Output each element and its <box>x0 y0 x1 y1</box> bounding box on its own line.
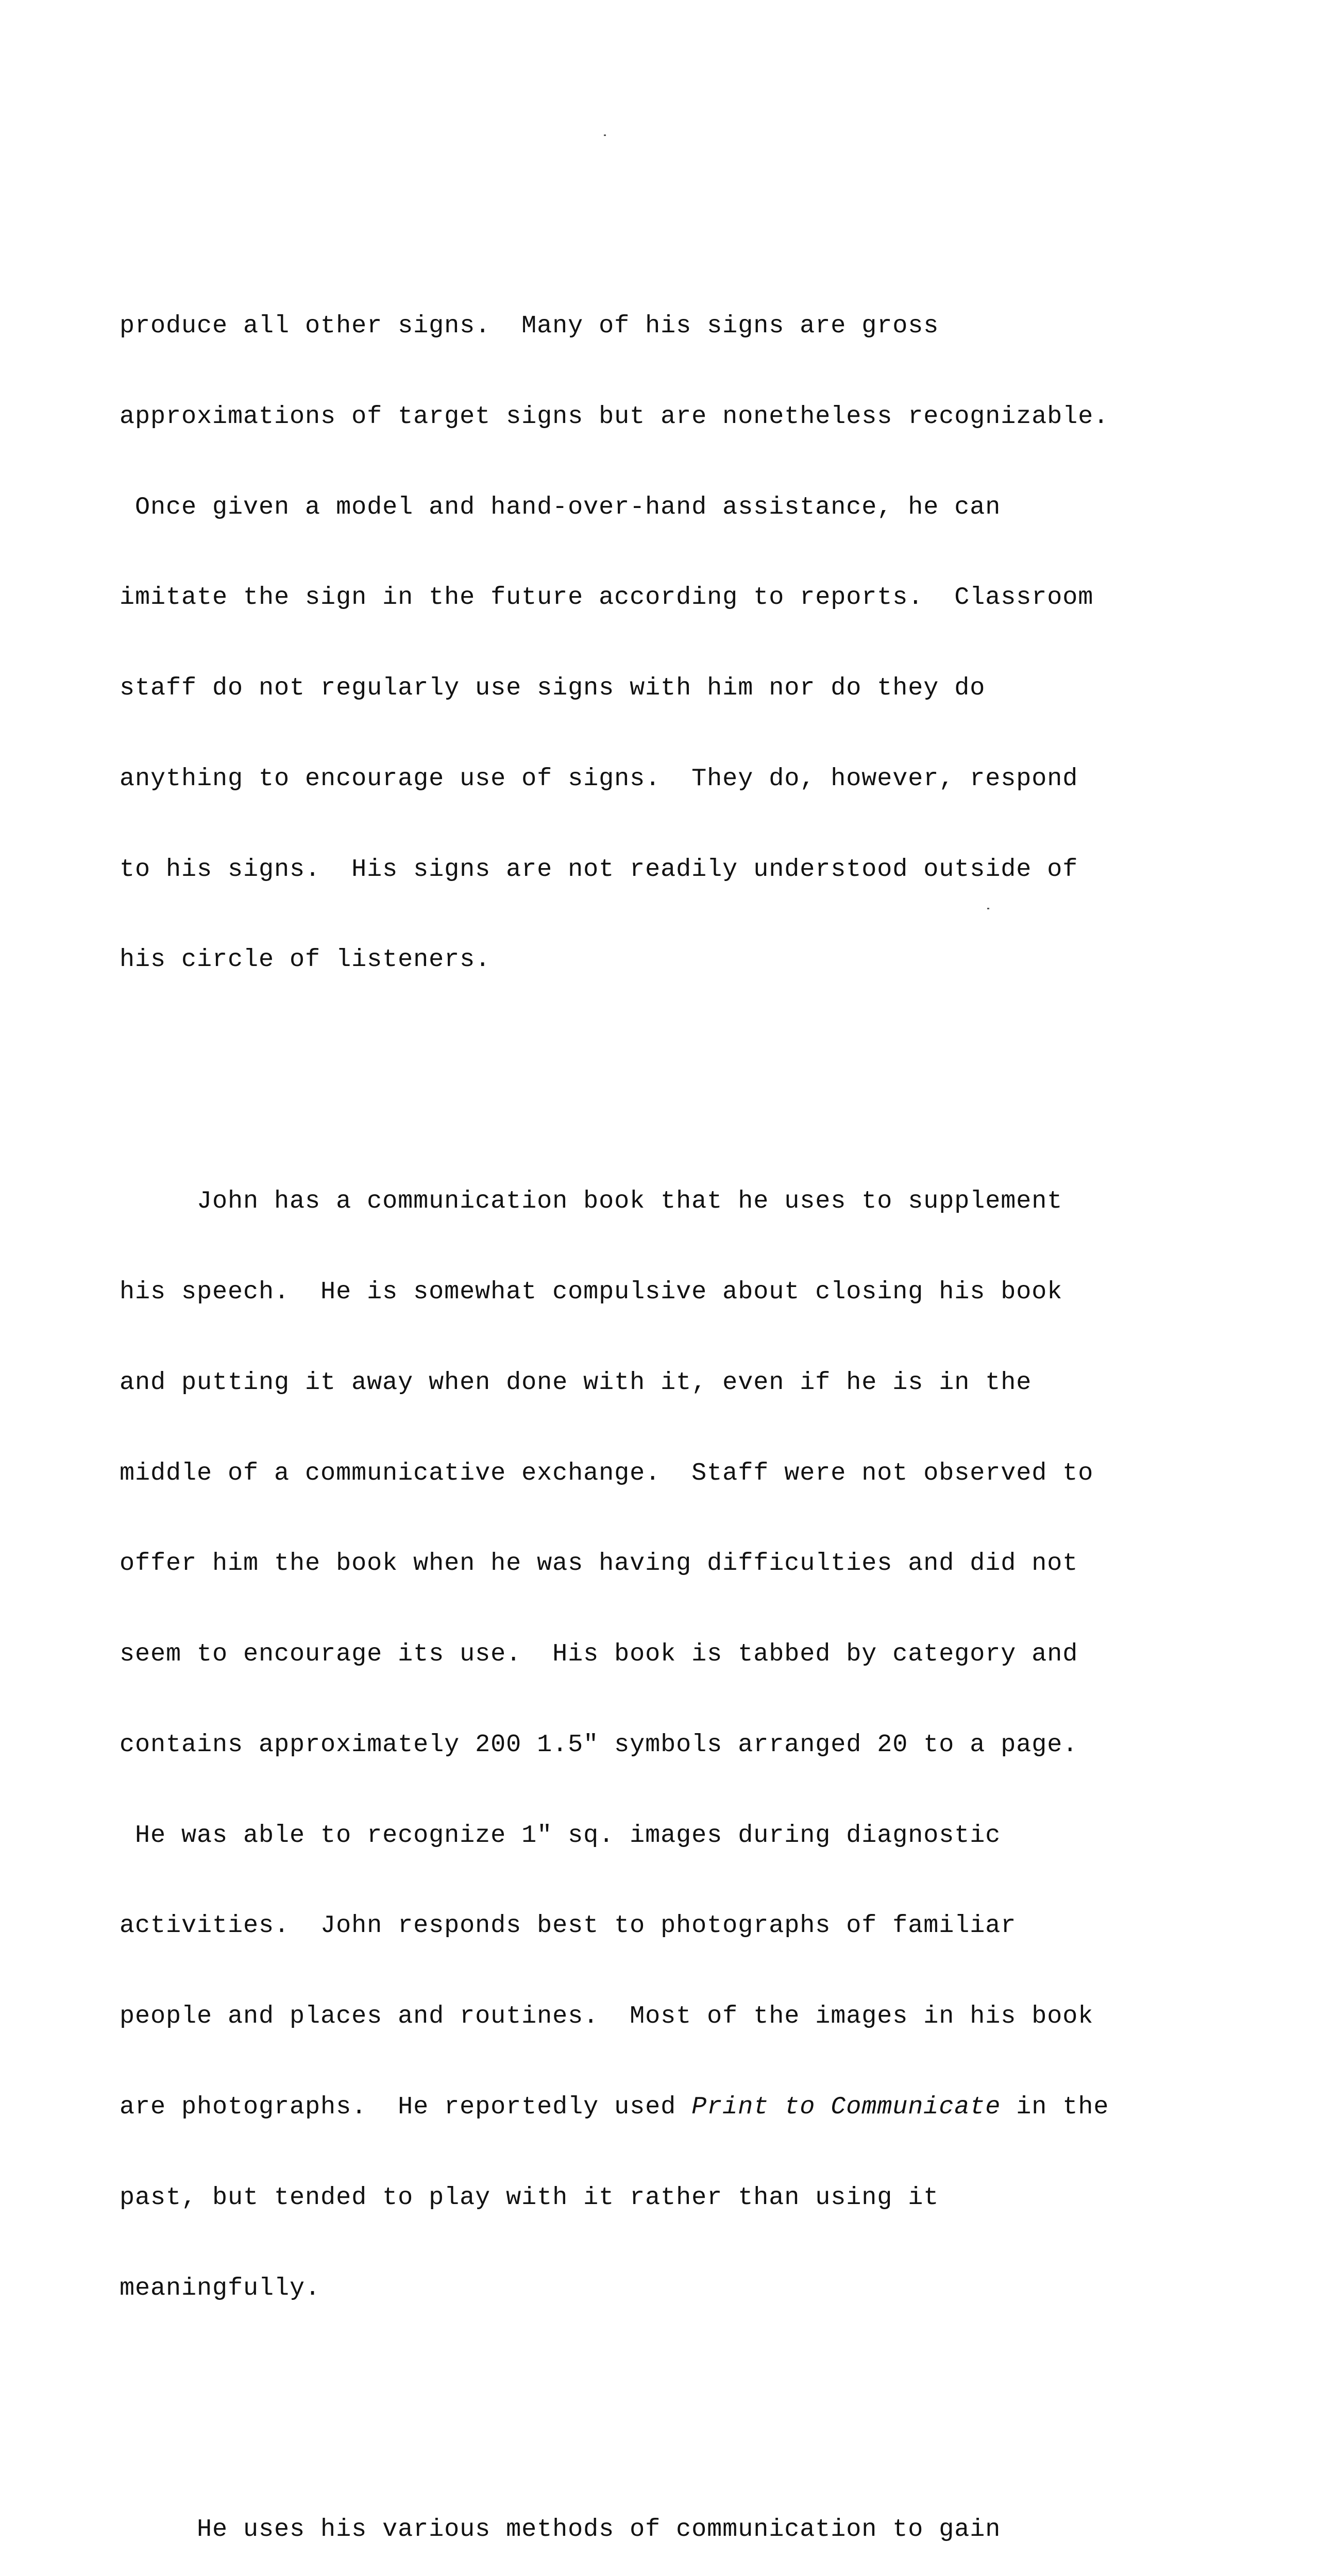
text-line: approximations of target signs but are nonetheless recognizable. <box>120 402 1109 431</box>
text-line: anything to encourage use of signs. They do, however, respond <box>120 764 1078 793</box>
software-title: Print to Communicate <box>691 2093 1001 2121</box>
text-line: past, but tended to play with it rather than using it <box>120 2183 939 2212</box>
paragraph-communication-methods <box>120 2454 1274 2576</box>
text-line: activities. John responds best to photographs of familiar <box>120 1911 1017 1940</box>
text-line: staff do not regularly use signs with him nor do they do <box>120 674 986 703</box>
text-line: contains approximately 200 1.5″ symbols arranged 20 to a page. <box>120 1730 1078 1759</box>
text-line: He was able to recognize 1″ sq. images during diagnostic <box>120 1821 1001 1850</box>
text-line: John has a communication book that he uses to supplement <box>120 1187 1063 1216</box>
text-line: meaningfully. <box>120 2274 321 2302</box>
text-line: middle of a communicative exchange. Staff were not observed to <box>120 1459 1094 1487</box>
text-fragment: are photographs. He reportedly used <box>120 2093 692 2121</box>
text-line: people and places and routines. Most of the images in his book <box>120 2002 1094 2031</box>
text-line: produce all other signs. Many of his signs are gross <box>120 311 939 340</box>
text-line: offer him the book when he was having difficulties and did not <box>120 1549 1078 1578</box>
text-fragment: in the <box>1001 2093 1109 2121</box>
text-line: seem to encourage its use. His book is tabbed by category and <box>120 1640 1078 1669</box>
paragraph-signs <box>120 251 1274 1036</box>
text-line: his circle of listeners. <box>120 945 491 974</box>
scan-speck <box>604 134 606 136</box>
text-line: imitate the sign in the future according to reports. Classroom <box>120 583 1094 612</box>
text-line: to his signs. His signs are not readily understood outside of <box>120 855 1078 884</box>
text-line: He uses his various methods of communication to gain <box>120 2515 1001 2544</box>
text-line: and putting it away when done with it, even if he is in the <box>120 1368 1032 1397</box>
text-line: his speech. He is somewhat compulsive about closing his book <box>120 1277 1063 1306</box>
document-body <box>120 160 1274 2576</box>
text-line: Once given a model and hand-over-hand assistance, he can <box>120 493 1001 521</box>
paragraph-communication-book <box>120 1126 1274 2364</box>
text-line-with-title <box>120 2092 1274 2123</box>
